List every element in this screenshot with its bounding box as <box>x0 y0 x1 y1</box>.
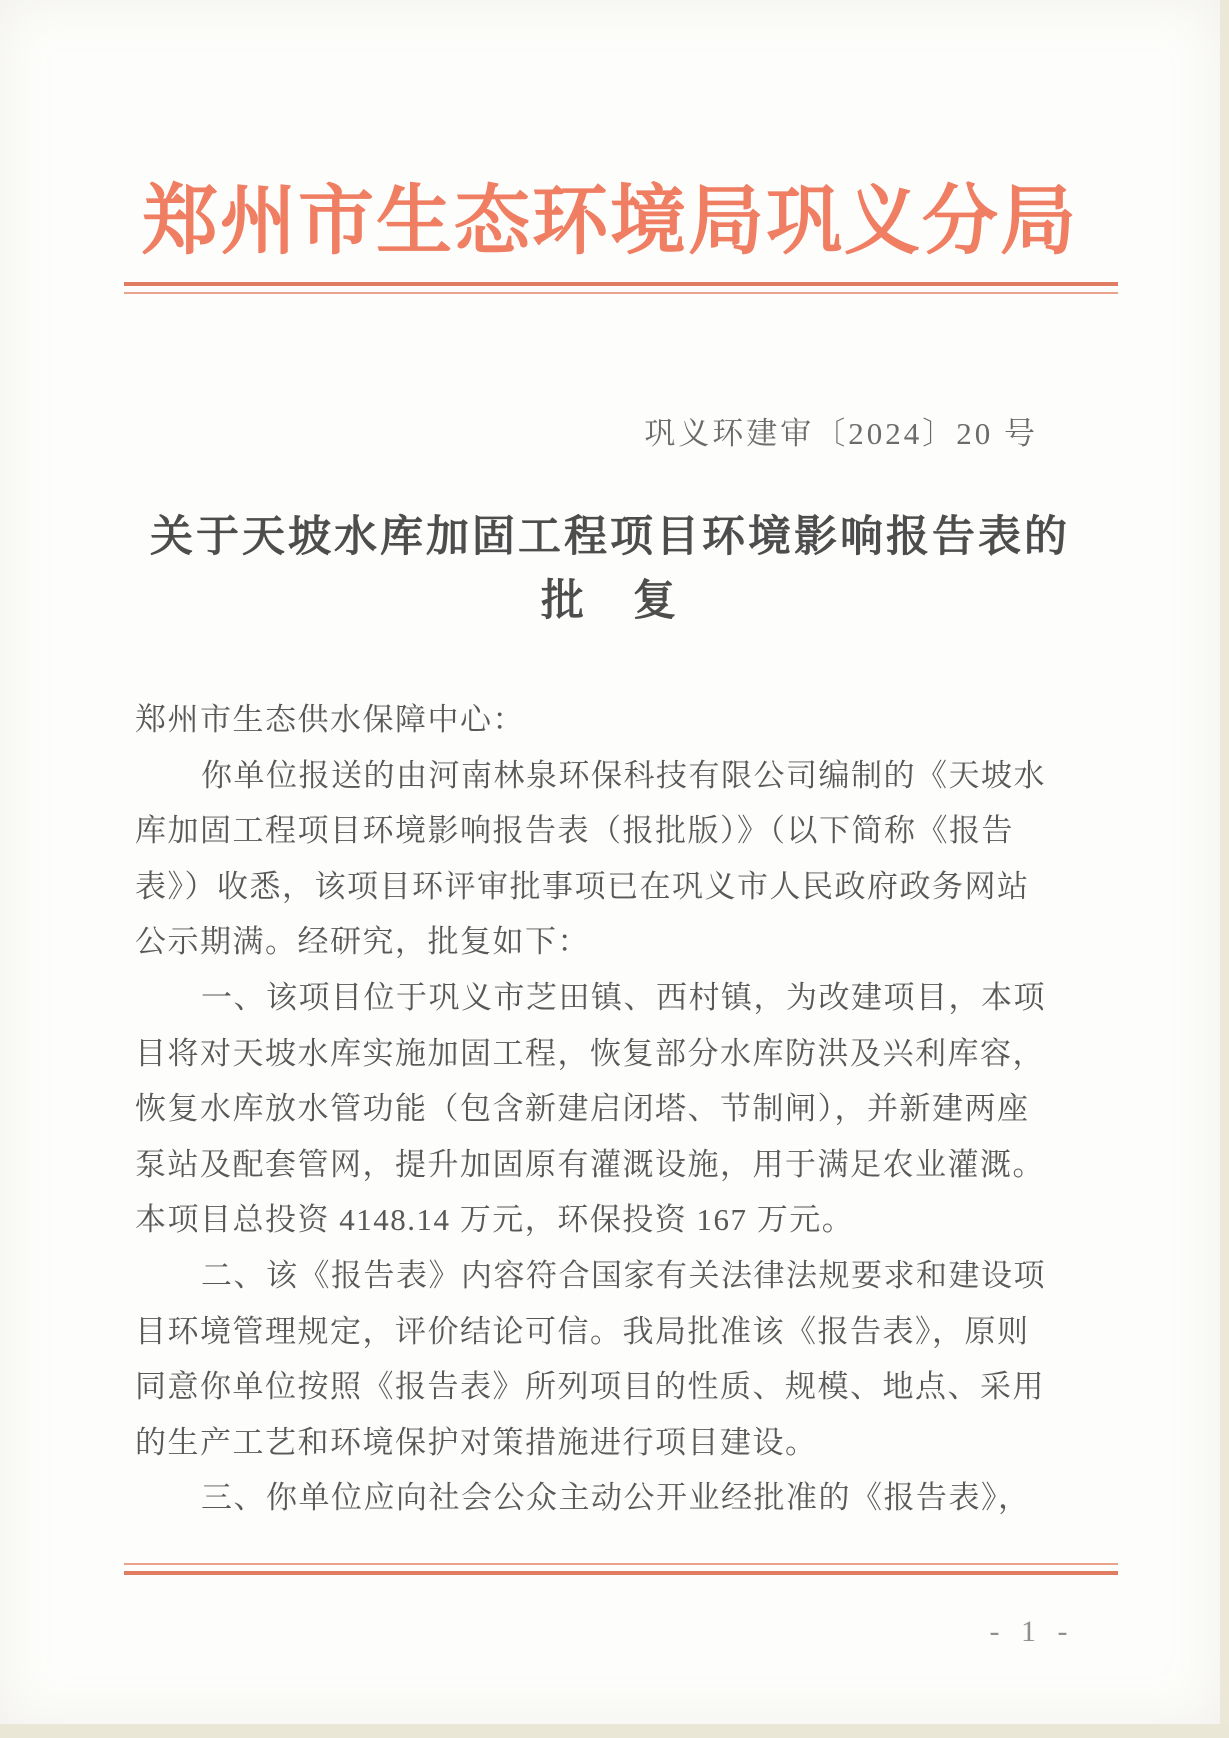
scan-edge-right-strip <box>1220 0 1229 1738</box>
body-line: 的生产工艺和环境保护对策措施进行项目建设。 <box>135 1424 818 1460</box>
letterhead-rule-thick <box>124 282 1118 286</box>
body-line: 同意你单位按照《报告表》所列项目的性质、规模、地点、采用 <box>135 1369 1045 1405</box>
scan-edge-bottom-strip <box>0 1724 1229 1738</box>
body-line: 泵站及配套管网，提升加固原有灌溉设施，用于满足农业灌溉。 <box>135 1146 1045 1182</box>
body-line: 公示期满。经研究，批复如下： <box>135 924 590 960</box>
body-line: 本项目总投资 4148.14 万元，环保投资 167 万元。 <box>135 1202 855 1238</box>
body-line: 目将对天坡水库实施加固工程，恢复部分水库防洪及兴利库容， <box>135 1035 1045 1071</box>
footer-rule-thick <box>124 1571 1118 1575</box>
body-line: 目环境管理规定，评价结论可信。我局批准该《报告表》，原则 <box>135 1313 1030 1349</box>
body-line: 你单位报送的由河南林泉环保科技有限公司编制的《天坡水 <box>201 757 1046 793</box>
body-line-recipient: 郑州市生态供水保障中心： <box>135 702 525 737</box>
body-line: 库加固工程项目环境影响报告表（报批版）》（以下简称《报告 <box>135 813 1014 849</box>
body-line: 恢复水库放水管功能（包含新建启闭塔、节制闸），并新建两座 <box>135 1091 1030 1127</box>
letterhead-rule-thin <box>124 292 1118 294</box>
page-number: - 1 - <box>989 1615 1075 1648</box>
letterhead-agency-title: 郑州市生态环境局巩义分局 <box>142 180 1078 264</box>
document-title-line2: 批 复 <box>541 578 679 625</box>
body-line: 二、该《报告表》内容符合国家有关法律法规要求和建设项 <box>201 1257 1046 1293</box>
document-title-line1: 关于天坡水库加固工程项目环境影响报告表的 <box>150 514 1070 561</box>
body-line: 表》）收悉，该项目环评审批事项已在巩义市人民政府政务网站 <box>135 868 1030 904</box>
footer-rule-thin <box>124 1563 1118 1565</box>
body-line: 三、你单位应向社会公众主动公开业经批准的《报告表》， <box>201 1480 1031 1516</box>
document-body <box>135 692 1046 1526</box>
document-title <box>0 506 1220 634</box>
document-number: 巩义环建审〔2024〕20 号 <box>644 416 1038 451</box>
body-line: 一、该项目位于巩义市芝田镇、西村镇，为改建项目，本项 <box>201 979 1046 1015</box>
